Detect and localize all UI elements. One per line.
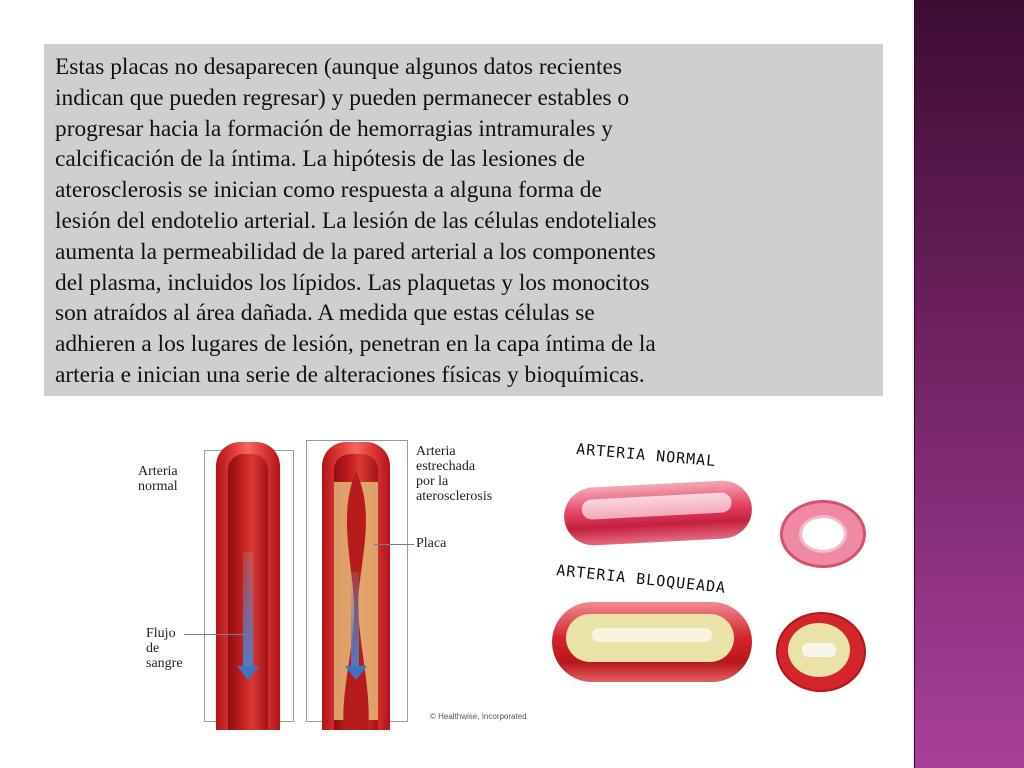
label-blood-flow: Flujo de sangre	[146, 626, 183, 671]
narrowed-flow-arrow	[351, 572, 359, 668]
flow-leader-line	[184, 634, 248, 635]
label-narrowed-artery: Arteria estrechada por la aterosclerosis	[416, 444, 493, 504]
blocked-artery-tube	[552, 602, 752, 682]
text-box	[44, 44, 883, 396]
image-credit: © Healthwise, Incorporated	[430, 712, 527, 721]
artery-comparison-illustration	[130, 432, 530, 732]
body-paragraph: Estas placas no desaparecen (aunque algunos datos recientes indican que pueden regresar) y pueden permanecer estables o progresar hacia la formación de hemorragias intramurales y calcificación de la íntima. La hipótesis de las lesiones de aterosclerosis se inician como respuesta a alguna forma de lesión del endotelio arterial. La lesión de las células endoteliales aumenta la permeabilidad de la pared arterial a los componentes del plasma, incluidos los lípidos. Las plaquetas y los monocitos son atraídos al área dañada. A medida que estas células se adhieren a los lugares de lesión, penetran en la capa íntima de la arteria e inician una serie de alteraciones físicas y bioquímicas.	[55, 54, 657, 388]
decorative-sidebar	[912, 0, 1024, 768]
label-arteria-normal: ARTERIA NORMAL	[575, 439, 717, 471]
blocked-artery-section	[776, 612, 866, 692]
normal-artery-section	[780, 500, 866, 568]
label-plaque: Placa	[416, 536, 447, 551]
blood-flow-arrow	[243, 552, 253, 668]
label-normal-artery: Arteria normal	[138, 464, 178, 494]
normal-artery-tube	[563, 479, 754, 547]
label-arteria-bloqueada: ARTERIA BLOQUEADA	[555, 561, 728, 597]
artery-cross-section-illustration	[540, 432, 880, 702]
plaque-leader-line	[374, 544, 414, 545]
